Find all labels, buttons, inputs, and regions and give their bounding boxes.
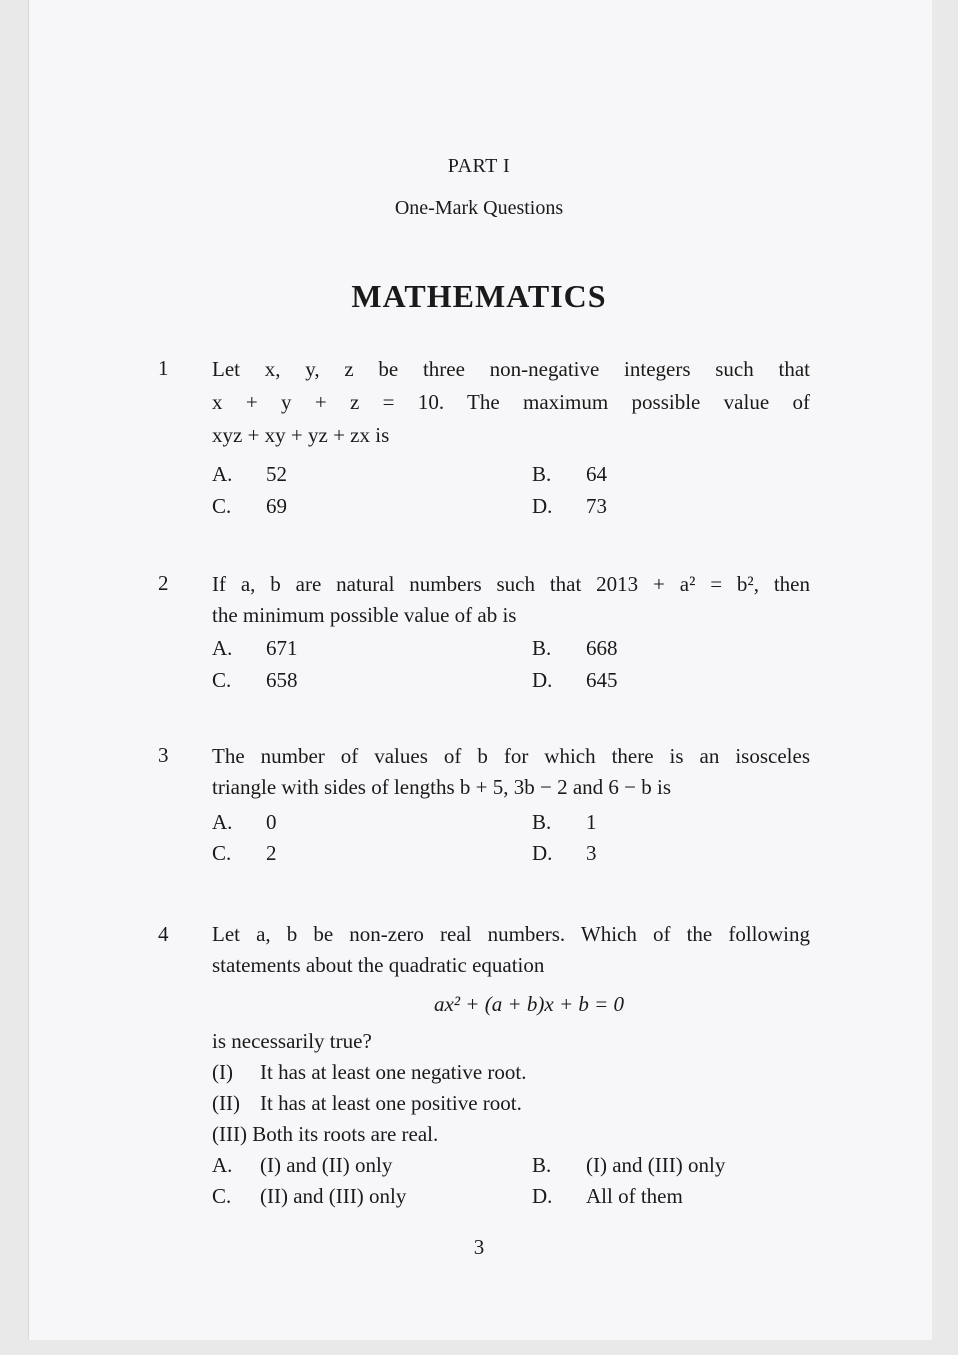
- option-value: (II) and (III) only: [260, 1184, 407, 1208]
- option-label: C.: [212, 841, 232, 865]
- question-number: 2: [158, 571, 169, 595]
- option-b: [532, 636, 618, 661]
- statement-text: It has at least one positive root.: [260, 1091, 522, 1115]
- question-text: [212, 569, 810, 631]
- option-value: All of them: [586, 1184, 683, 1208]
- option-d: [532, 494, 607, 519]
- option-value: 52: [266, 462, 287, 486]
- option-value: 0: [266, 810, 277, 834]
- statement-text: It has at least one negative root.: [260, 1060, 527, 1084]
- subject-title: MATHEMATICS: [351, 278, 607, 314]
- question-line: the minimum possible value of ab is: [212, 603, 517, 627]
- option-b: [532, 462, 607, 487]
- option-value: 3: [586, 841, 597, 865]
- option-b: [532, 810, 597, 835]
- option-value: (I) and (II) only: [260, 1153, 393, 1177]
- option-value: 69: [266, 494, 287, 518]
- option-d: [532, 668, 618, 693]
- option-d: [532, 1184, 683, 1209]
- question-text: [212, 919, 810, 981]
- option-label: A.: [212, 462, 233, 486]
- question-number: 3: [158, 743, 169, 767]
- statement-item: [212, 1122, 438, 1147]
- option-c: [212, 668, 298, 693]
- question-text: [212, 353, 810, 452]
- statement-label: (I): [212, 1060, 233, 1084]
- option-label: A.: [212, 636, 233, 660]
- option-label: B.: [532, 636, 552, 660]
- option-label: B.: [532, 462, 552, 486]
- option-value: 671: [266, 636, 298, 660]
- section-subtitle: One-Mark Questions: [394, 197, 564, 219]
- option-label: A.: [212, 1153, 233, 1177]
- option-label: D.: [532, 668, 553, 692]
- option-value: 73: [586, 494, 607, 518]
- option-value: (I) and (III) only: [586, 1153, 726, 1177]
- question-line: xyz + xy + yz + zx is: [212, 423, 390, 447]
- option-a: [212, 810, 277, 835]
- option-a: [212, 636, 298, 661]
- option-c: [212, 841, 277, 866]
- statement-label: (III): [212, 1122, 247, 1146]
- question-line: Let x, y, z be three non-negative integers such that: [212, 357, 810, 381]
- option-a: [212, 1153, 392, 1178]
- option-a: [212, 462, 287, 487]
- question-continuation: is necessarily true?: [212, 1029, 372, 1053]
- question-text: [212, 741, 810, 803]
- option-c: [212, 1184, 406, 1209]
- question-line: The number of values of b for which there is an isosceles: [212, 744, 810, 768]
- question-number: 1: [158, 356, 169, 380]
- statement-item: [212, 1091, 522, 1116]
- question-line: statements about the quadratic equation: [212, 953, 545, 977]
- option-label: B.: [532, 810, 552, 834]
- part-heading: PART I: [447, 155, 511, 177]
- option-c: [212, 494, 287, 519]
- option-label: D.: [532, 1184, 553, 1208]
- question-line: If a, b are natural numbers such that 2013 + a² = b², then: [212, 572, 810, 596]
- quadratic-equation: ax² + (a + b)x + b = 0: [433, 992, 625, 1016]
- option-value: 668: [586, 636, 618, 660]
- question-line: triangle with sides of lengths b + 5, 3b − 2 and 6 − b is: [212, 775, 671, 799]
- question-line: Let a, b be non-zero real numbers. Which of the following: [212, 922, 810, 946]
- statement-item: [212, 1060, 527, 1085]
- question-number: 4: [158, 922, 169, 946]
- statement-text: Both its roots are real.: [252, 1122, 439, 1146]
- option-b: [532, 1153, 725, 1178]
- option-label: C.: [212, 494, 232, 518]
- option-label: B.: [532, 1153, 552, 1177]
- option-label: A.: [212, 810, 233, 834]
- option-value: 1: [586, 810, 597, 834]
- option-d: [532, 841, 597, 866]
- option-value: 645: [586, 668, 618, 692]
- option-value: 2: [266, 841, 277, 865]
- option-label: C.: [212, 1184, 232, 1208]
- option-label: D.: [532, 494, 553, 518]
- option-value: 64: [586, 462, 607, 486]
- page-number: 3: [473, 1235, 485, 1259]
- option-value: 658: [266, 668, 298, 692]
- question-line: x + y + z = 10. The maximum possible value of: [212, 390, 810, 414]
- option-label: D.: [532, 841, 553, 865]
- option-label: C.: [212, 668, 232, 692]
- statement-label: (II): [212, 1091, 240, 1115]
